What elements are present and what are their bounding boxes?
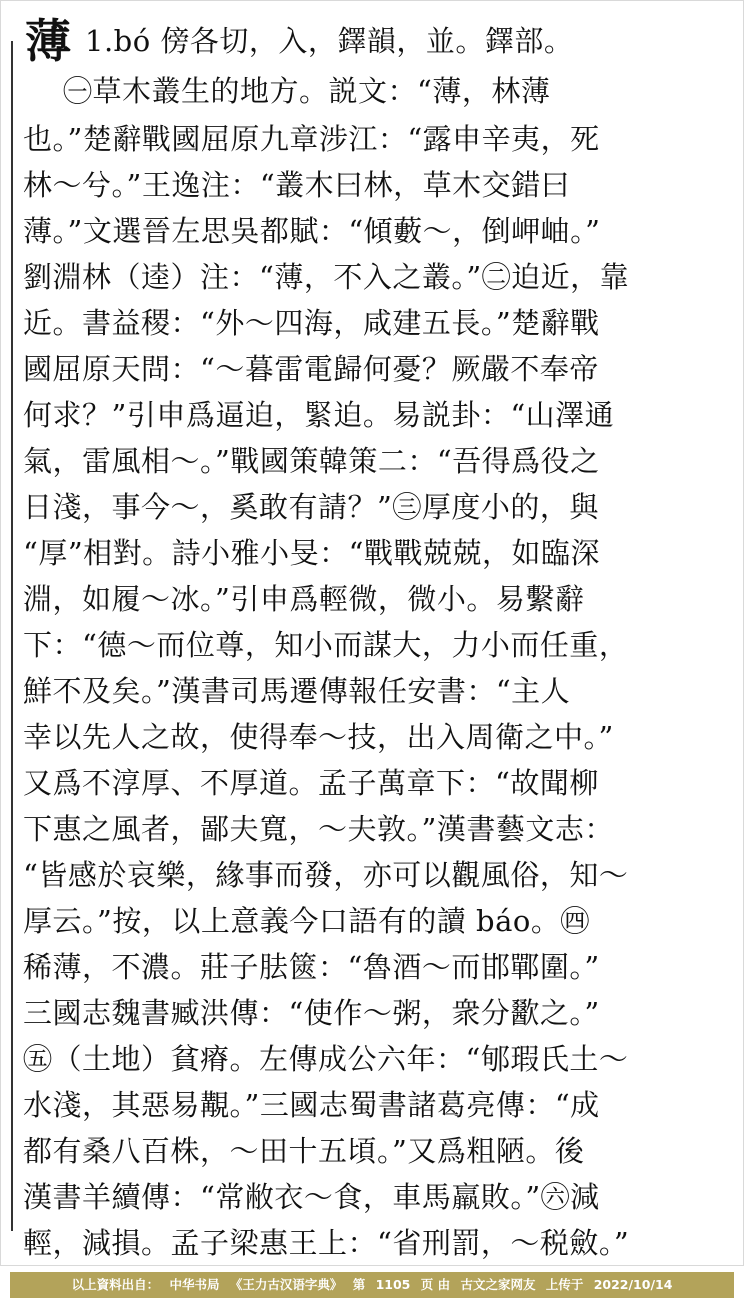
entry-line: 國屈原天問：“～暮雷電歸何憂？厥嚴不奉帝 (23, 352, 599, 386)
entry-line: 日淺，事今～，奚敢有請？”㊂厚度小的，與 (23, 490, 599, 524)
entry-line: 林～兮。”王逸注：“叢木曰林，草木交錯曰 (23, 168, 571, 202)
entry-line: 淵，如履～冰。”引申爲輕微，微小。易繫辭 (23, 582, 585, 616)
entry-line: “厚”相對。詩小雅小旻：“戰戰兢兢，如臨深 (23, 536, 600, 570)
entry-line: “皆感於哀樂，緣事而發，亦可以觀風俗，知～ (23, 858, 629, 892)
entry-line: 鮮不及矣。”漢書司馬遷傳報任安書：“主人 (23, 674, 571, 708)
entry-line: 三國志魏書臧洪傳：“使作～粥，衆分歠之。” (23, 996, 600, 1030)
source-label: 以上資料出自： (71, 1277, 160, 1292)
entry-line: 厚云。”按，以上意義今口語有的讀 báo。㊃ (23, 904, 590, 938)
upload-date: 2022/10/14 (593, 1277, 673, 1292)
entry-line: ㊄（土地）貧瘠。左傳成公六年：“郇瑕氏土～ (23, 1042, 629, 1076)
upload-label: 上传于 (545, 1277, 584, 1292)
entry-line: 下：“德～而位尊，知小而謀大，力小而任重， (23, 628, 629, 662)
entry-line: 近。書益稷：“外～四海，咸建五長。”楚辭戰 (23, 306, 600, 340)
entry-line: ㊀草木叢生的地方。説文：“薄，林薄 (63, 74, 551, 108)
headword: 薄 (25, 14, 71, 68)
entry-line: 水淺，其惡易覯。”三國志蜀書諸葛亮傳：“成 (23, 1088, 600, 1122)
entry-line: 1.bó 傍各切，入，鐸韻，並。鐸部。 (85, 24, 574, 58)
entry-line: 劉淵林（逵）注：“薄，不入之叢。”㊁迫近，靠 (23, 260, 630, 294)
publisher: 中华书局 (169, 1277, 220, 1292)
margin-rule (11, 41, 13, 1231)
page-label: 第 (352, 1277, 366, 1292)
entry-line: 下惠之風者，鄙夫寬，～夫敦。”漢書藝文志： (23, 812, 614, 846)
entry-line: 也。”楚辭戰國屈原九章涉江：“露申辛夷，死 (23, 122, 600, 156)
entry-line: 漢書羊續傳：“常敝衣～食，車馬羸敗。”㊅減 (23, 1180, 600, 1214)
uploader: 古文之家网友 (460, 1277, 536, 1292)
book-title: 《王力古汉语字典》 (229, 1277, 343, 1292)
page-number: 1105 (375, 1277, 411, 1292)
entry-line: 輕，減損。孟子梁惠王上：“省刑罰，～税斂。” (23, 1226, 630, 1260)
page-suffix: 页 由 (420, 1277, 451, 1292)
entry-line: 氣，雷風相～。”戰國策韓策二：“吾得爲役之 (23, 444, 600, 478)
entry-line: 幸以先人之故，使得奉～技，出入周衛之中。” (23, 720, 614, 754)
entry-line: 又爲不淳厚、不厚道。孟子萬章下：“故聞柳 (23, 766, 599, 800)
source-footer (10, 1272, 734, 1298)
entry-line: 稀薄，不濃。莊子胠篋：“魯酒～而邯鄲圍。” (23, 950, 600, 984)
entry-line: 薄。”文選晉左思吳都賦：“傾藪～，倒岬岫。” (23, 214, 601, 248)
entry-line: 何求？”引申爲逼迫，緊迫。易説卦：“山澤通 (23, 398, 615, 432)
entry-line: 都有桑八百株，～田十五頃。”又爲粗陋。後 (23, 1134, 585, 1168)
